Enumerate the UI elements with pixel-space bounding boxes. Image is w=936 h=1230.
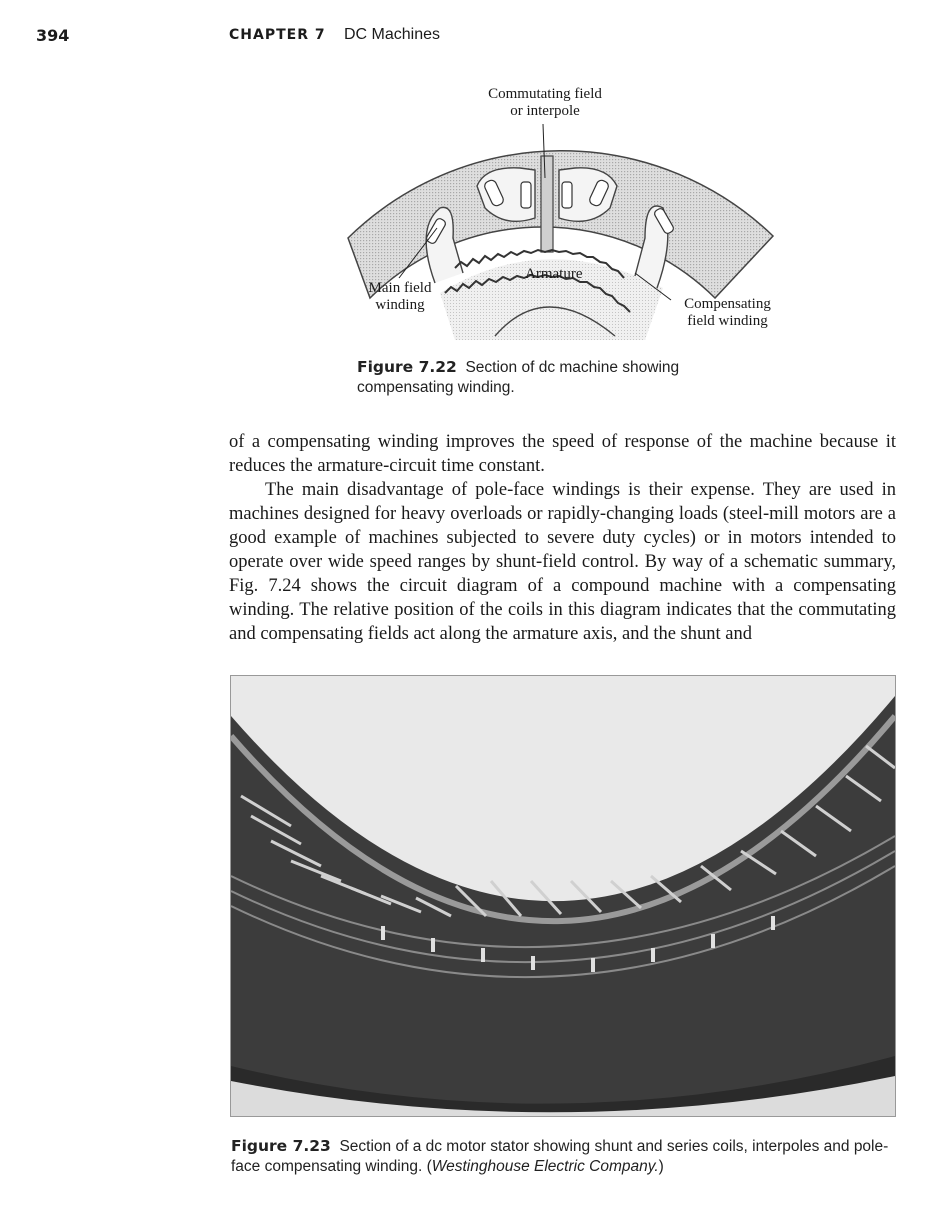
figure-7-22-number: Figure 7.22 — [357, 358, 457, 376]
figure-7-22-caption-text: Section of dc machine showing compensating winding. — [357, 359, 680, 396]
credit-close-paren: ) — [658, 1158, 664, 1175]
commutating-label-line2: or interpole — [510, 103, 580, 119]
figure-7-22-caption — [357, 357, 737, 398]
armature-label: Armature — [525, 266, 583, 282]
page-number: 394 — [36, 26, 70, 45]
main-field-label-line1: Main field — [368, 280, 432, 296]
figure-7-23-caption — [231, 1136, 896, 1177]
interpole — [541, 156, 553, 252]
chapter-title: DC Machines — [344, 26, 441, 43]
figure-7-22-diagram — [345, 78, 795, 340]
credit-open-paren: ( — [426, 1158, 432, 1175]
figure-7-23-number: Figure 7.23 — [231, 1137, 331, 1155]
compensating-label-line2: field winding — [687, 313, 768, 329]
body-text — [229, 430, 896, 646]
figure-7-23-photo — [230, 675, 896, 1117]
commutating-label-line1: Commutating field — [488, 86, 602, 102]
compensating-label-line1: Compensating — [684, 296, 771, 312]
chapter-label: CHAPTER 7 — [229, 27, 326, 43]
running-header — [36, 26, 896, 50]
figure-7-23-caption-text: Section of a dc motor stator showing shunt and series coils, interpoles and pole-face compensating winding. — [231, 1138, 889, 1175]
slot-2 — [521, 182, 531, 208]
paragraph-1: of a compensating winding improves the speed of response of the machine because it reduces the armature-circuit time constant. — [229, 432, 896, 476]
commutating-field-label — [465, 86, 625, 120]
compensating-field-label — [665, 296, 790, 330]
main-field-label-line2: winding — [375, 297, 425, 313]
slot-3 — [562, 182, 572, 208]
stator-photo-drawing — [231, 676, 895, 1116]
figure-7-23-credit: Westinghouse Electric Company. — [431, 1158, 659, 1175]
main-field-label — [355, 280, 445, 314]
paragraph-2: The main disadvantage of pole-face windings is their expense. They are used in machines designed for heavy overloads or rapidly-changing loads (steel-mill motors are a good example of machines subjected to severe duty cycles) or in motors intended to operate over wide speed ranges by shunt-field control. By way of a schematic summary, Fig. 7.24 shows the circuit diagram of a compound machine with a compensating winding. The relative position of the coils in this diagram indicates that the commutating and compensating fields act along the armature axis, and the shunt and — [229, 480, 896, 644]
